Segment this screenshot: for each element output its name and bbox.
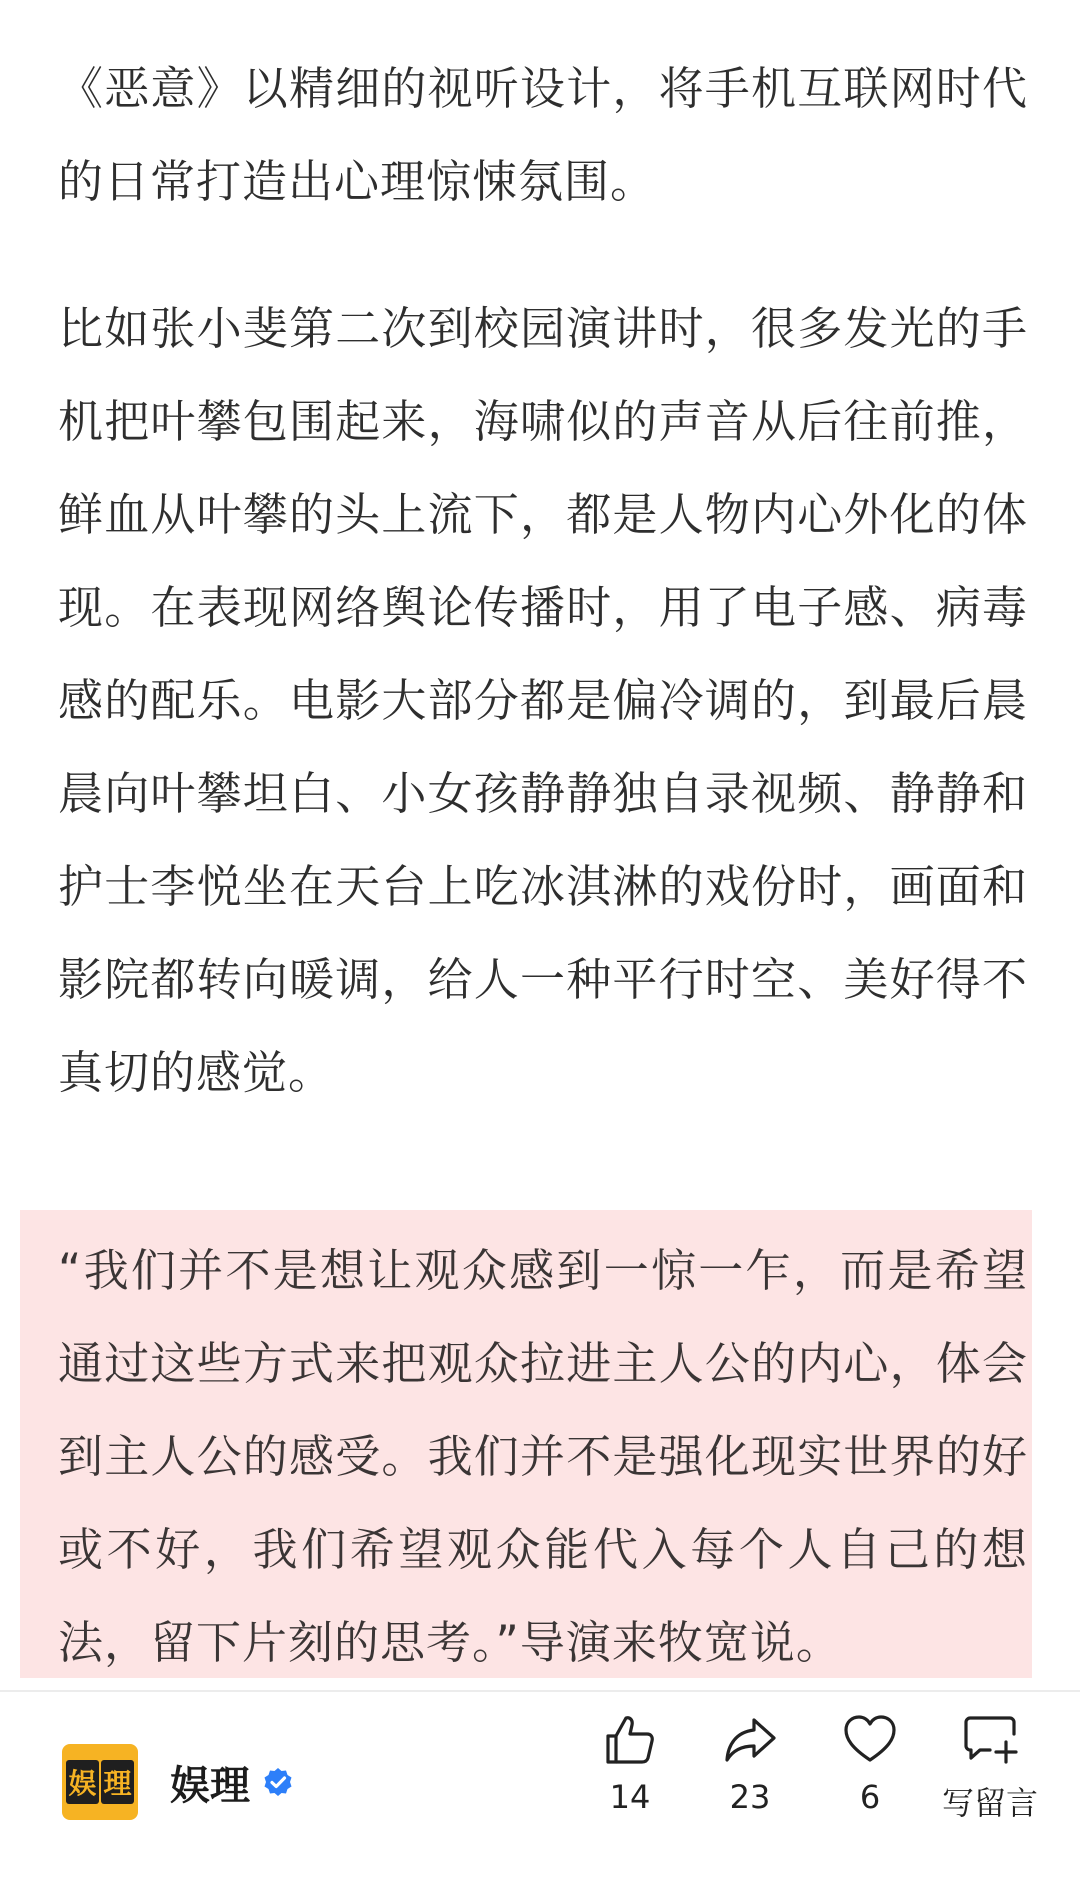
share-button[interactable] (690, 1712, 810, 1816)
comment-plus-icon (962, 1712, 1018, 1768)
avatar[interactable] (62, 1744, 138, 1820)
author-name[interactable]: 娱理 (170, 1762, 250, 1809)
action-bar (570, 1712, 1050, 1862)
bottom-bar (0, 1692, 1080, 1878)
avatar-char-2: 理 (101, 1760, 134, 1804)
verified-badge-icon (262, 1766, 294, 1798)
like-count: 14 (609, 1778, 651, 1816)
author-info[interactable] (62, 1744, 294, 1820)
share-arrow-icon (722, 1712, 778, 1768)
quote-highlight (20, 1210, 1032, 1678)
article-paragraph-1: 《恶意》以精细的视听设计，将手机互联网时代的日常打造出心理惊悚氛围。 (58, 62, 1028, 208)
like-button[interactable] (570, 1712, 690, 1816)
share-count: 23 (729, 1778, 771, 1816)
avatar-char-1: 娱 (66, 1760, 99, 1804)
heart-icon (842, 1712, 898, 1768)
favorite-count: 6 (859, 1778, 881, 1816)
write-comment-label: 写留言 (941, 1784, 1038, 1822)
thumbs-up-icon (602, 1712, 658, 1768)
write-comment-button[interactable] (930, 1712, 1050, 1824)
article-paragraph-2: 比如张小斐第二次到校园演讲时，很多发光的手机把叶攀包围起来，海啸似的声音从后往前推，鲜血从叶攀的头上流下，都是人物内心外化的体现。在表现网络舆论传播时，用了电子感、病毒感的配乐。电影大部分都是偏冷调的，到最后晨晨向叶攀坦白、小女孩静静独自录视频、静静和护士李悦坐在天台上吃冰淇淋的戏份时，画面和影院都转向暖调，给人一种平行时空、美好得不真切的感觉。 (58, 302, 1028, 1099)
quote-text: “我们并不是想让观众感到一惊一乍，而是希望通过这些方式来把观众拉进主人公的内心，体会到主人公的感受。我们并不是强化现实世界的好或不好，我们希望观众能代入每个人自己的想法，留下片刻的思考。”导演来牧宽说。 (58, 1244, 1028, 1669)
favorite-button[interactable] (810, 1712, 930, 1816)
